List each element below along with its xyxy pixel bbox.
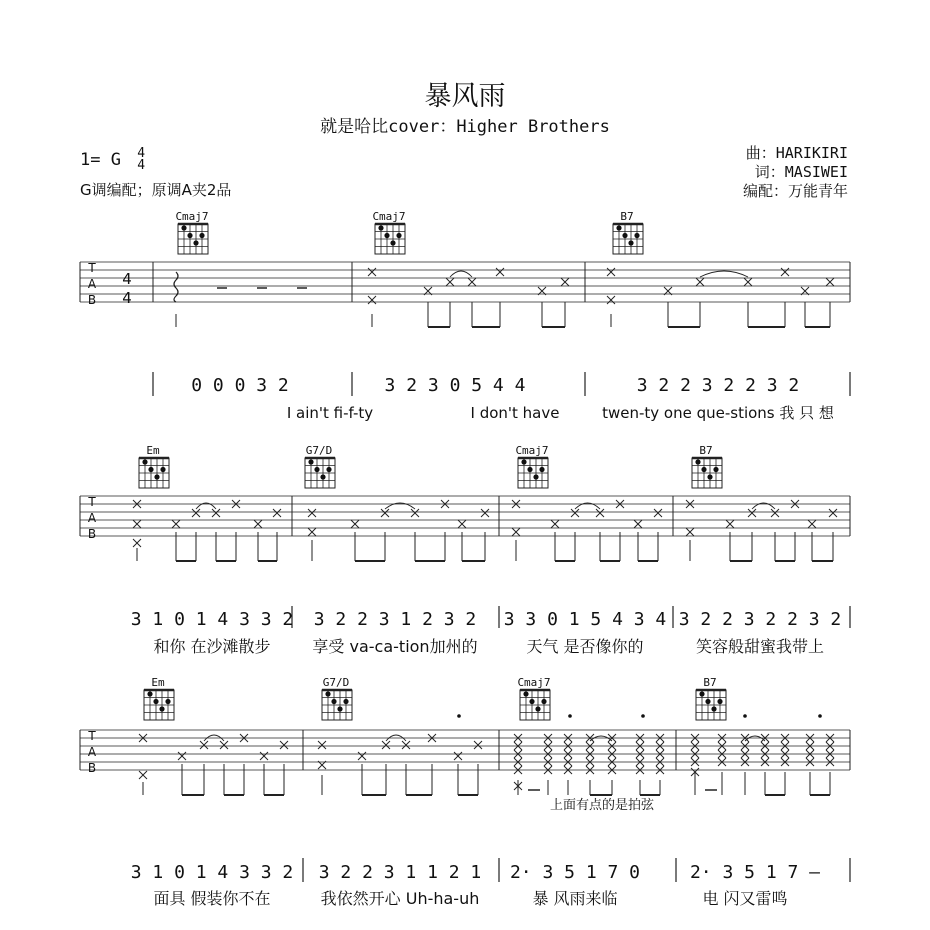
chord-name: Em bbox=[146, 444, 160, 457]
numbered-notes: 3 1 0 1 4 3 3 2 bbox=[130, 609, 294, 630]
chord-dot bbox=[159, 706, 164, 711]
chord-name: Cmaj7 bbox=[515, 444, 549, 457]
chord-dot bbox=[539, 467, 544, 472]
tab-clef-b: B bbox=[87, 527, 97, 541]
chord-dot bbox=[701, 467, 706, 472]
chord-diagram bbox=[139, 458, 169, 488]
chord-dot bbox=[616, 225, 621, 230]
chord-dot bbox=[378, 225, 383, 230]
chord-diagram bbox=[305, 458, 335, 488]
chord-dot bbox=[325, 691, 330, 696]
staccato-dot bbox=[818, 714, 822, 718]
chord-dot bbox=[193, 240, 198, 245]
lyric-line: I don't have bbox=[470, 404, 560, 422]
chord-dot bbox=[390, 240, 395, 245]
lyric-line: 笑容般甜蜜我带上 bbox=[695, 637, 825, 656]
chord-diagram bbox=[322, 690, 352, 720]
chord-dot bbox=[153, 699, 158, 704]
arpeggio-mark bbox=[174, 272, 178, 302]
chord-dot bbox=[634, 233, 639, 238]
tab-note bbox=[308, 528, 316, 536]
tab-note bbox=[200, 741, 208, 749]
song-title: 暴风雨 bbox=[424, 81, 506, 112]
tab-note bbox=[744, 278, 752, 286]
chord-name: Cmaj7 bbox=[517, 676, 551, 689]
tab-note bbox=[172, 520, 180, 528]
chord-name: B7 bbox=[620, 210, 634, 223]
tab-note bbox=[468, 278, 476, 286]
staccato-dot bbox=[743, 714, 747, 718]
chord-dot bbox=[533, 474, 538, 479]
chord-diagram bbox=[520, 690, 550, 720]
tab-note bbox=[826, 278, 834, 286]
tab-note bbox=[474, 741, 482, 749]
chord-dot bbox=[187, 233, 192, 238]
chord-dot bbox=[541, 699, 546, 704]
chord-diagram bbox=[144, 690, 174, 720]
tab-note bbox=[654, 509, 662, 517]
tab-note bbox=[212, 509, 220, 517]
tab-note bbox=[411, 509, 419, 517]
chord-dot bbox=[527, 467, 532, 472]
tab-note bbox=[273, 509, 281, 517]
tab-note bbox=[829, 509, 837, 517]
chord-name: B7 bbox=[699, 444, 713, 457]
chord-dot bbox=[707, 474, 712, 479]
tab-note bbox=[368, 296, 376, 304]
chord-dot bbox=[165, 699, 170, 704]
chord-dot bbox=[326, 467, 331, 472]
chord-name: Cmaj7 bbox=[175, 210, 209, 223]
tab-note bbox=[381, 509, 389, 517]
chord-name: G7/D bbox=[322, 676, 350, 689]
lyric-line: twen-ty one que-stions 我 只 想 bbox=[602, 404, 834, 422]
chord-name: Cmaj7 bbox=[372, 210, 406, 223]
numbered-notes: 2· 3 5 1 7 0 bbox=[509, 862, 641, 883]
strum-annotation: 上面有点的是拍弦 bbox=[549, 798, 655, 813]
chord-dot bbox=[199, 233, 204, 238]
numbered-notes: 3 2 2 3 1 1 2 1 bbox=[318, 862, 482, 883]
tab-note bbox=[634, 520, 642, 528]
lyric-line: 享受 va-ca-tion加州的 bbox=[312, 637, 478, 656]
chord-dot bbox=[711, 706, 716, 711]
numbered-notes: 3 1 0 1 4 3 3 2 bbox=[130, 862, 294, 883]
numbered-notes: 3 2 2 3 2 2 3 2 bbox=[678, 609, 842, 630]
tab-note bbox=[551, 520, 559, 528]
tab-clef-a: A bbox=[87, 745, 97, 759]
lyric-line: 天气 是否像你的 bbox=[526, 637, 644, 656]
chord-diagram bbox=[178, 224, 208, 254]
time-sig-bottom: 4 bbox=[137, 158, 146, 173]
tab-note bbox=[781, 268, 789, 276]
chord-dot bbox=[181, 225, 186, 230]
tab-note bbox=[382, 741, 390, 749]
chord-dot bbox=[535, 706, 540, 711]
tie-arc bbox=[745, 736, 765, 741]
staccato-dot bbox=[457, 714, 461, 718]
chord-dot bbox=[148, 467, 153, 472]
tab-note bbox=[368, 268, 376, 276]
chord-dot bbox=[521, 459, 526, 464]
tab-note bbox=[139, 771, 147, 779]
tab-clef-b: B bbox=[87, 761, 97, 775]
chord-diagram bbox=[613, 224, 643, 254]
tab-note bbox=[496, 268, 504, 276]
chord-dot bbox=[628, 240, 633, 245]
chord-diagram bbox=[375, 224, 405, 254]
tab-note bbox=[133, 520, 141, 528]
chord-dot bbox=[529, 699, 534, 704]
tie-arc bbox=[450, 271, 472, 277]
tab-clef-t: T bbox=[88, 261, 96, 275]
chord-dot bbox=[160, 467, 165, 472]
tab-note bbox=[808, 520, 816, 528]
chord-dot bbox=[147, 691, 152, 696]
tab-note bbox=[696, 278, 704, 286]
numbered-notes: 3 2 2 3 2 2 3 2 bbox=[636, 375, 800, 396]
tab-note bbox=[726, 520, 734, 528]
chord-dot bbox=[396, 233, 401, 238]
chord-dot bbox=[699, 691, 704, 696]
chord-name: B7 bbox=[703, 676, 717, 689]
tab-clef-b: B bbox=[87, 293, 97, 307]
chord-diagram bbox=[518, 458, 548, 488]
tab-note bbox=[260, 752, 268, 760]
tab-note bbox=[220, 741, 228, 749]
chord-dot bbox=[713, 467, 718, 472]
tab-note bbox=[351, 520, 359, 528]
numbered-notes: 3 3 0 1 5 4 3 4 bbox=[503, 609, 667, 630]
lyricist-credit: 词：MASIWEI bbox=[754, 163, 848, 181]
tab-note bbox=[748, 509, 756, 517]
chord-dot bbox=[705, 699, 710, 704]
chord-dot bbox=[154, 474, 159, 479]
chord-dot bbox=[523, 691, 528, 696]
tab-note bbox=[512, 528, 520, 536]
chord-dot bbox=[142, 459, 147, 464]
chord-dot bbox=[337, 706, 342, 711]
tie-arc bbox=[700, 271, 748, 277]
tab-clef-a: A bbox=[87, 277, 97, 291]
chord-dot bbox=[695, 459, 700, 464]
tab-note bbox=[686, 528, 694, 536]
chord-diagram bbox=[696, 690, 726, 720]
composer-credit: 曲：HARIKIRI bbox=[745, 144, 848, 162]
tab-note bbox=[458, 520, 466, 528]
numbered-notes: 3 2 2 3 1 2 3 2 bbox=[313, 609, 477, 630]
tab-note bbox=[318, 741, 326, 749]
lyric-line: 和你 在沙滩散步 bbox=[153, 637, 271, 656]
lyric-line: 暴 风雨来临 bbox=[532, 889, 618, 908]
chord-diagram bbox=[692, 458, 722, 488]
song-subtitle: 就是哈比cover：Higher Brothers bbox=[320, 117, 610, 137]
tab-note bbox=[280, 741, 288, 749]
tab-note bbox=[596, 509, 604, 517]
tab-note bbox=[607, 296, 615, 304]
staccato-dot bbox=[641, 714, 645, 718]
key-note: G调编配；原调A夹2品 bbox=[80, 181, 232, 199]
chord-dot bbox=[314, 467, 319, 472]
key-label: 1= G bbox=[80, 150, 121, 170]
chord-name: Em bbox=[151, 676, 165, 689]
tab-note bbox=[358, 752, 366, 760]
tab-note bbox=[561, 278, 569, 286]
chord-dot bbox=[622, 233, 627, 238]
lyric-line: 面具 假装你不在 bbox=[153, 889, 271, 908]
tab-clef-t: T bbox=[88, 495, 96, 509]
tab-note bbox=[771, 509, 779, 517]
tab-note bbox=[192, 509, 200, 517]
numbered-notes: 0 0 0 3 2 bbox=[191, 375, 289, 396]
chord-dot bbox=[343, 699, 348, 704]
tab-note bbox=[178, 752, 186, 760]
tab-note bbox=[454, 752, 462, 760]
chord-dot bbox=[320, 474, 325, 479]
tab-clef-a: A bbox=[87, 511, 97, 525]
lyric-line: 电 闪又雷鸣 bbox=[702, 889, 788, 908]
tab-note bbox=[446, 278, 454, 286]
time-sig-top: 4 bbox=[137, 146, 146, 161]
tab-note bbox=[571, 509, 579, 517]
lyric-line: 我依然开心 Uh-ha-uh bbox=[320, 889, 480, 908]
chord-name: G7/D bbox=[305, 444, 333, 457]
numbered-notes: 3 2 3 0 5 4 4 bbox=[384, 375, 526, 396]
lyric-line: I ain't fi-f-ty bbox=[286, 404, 374, 422]
tab-note bbox=[254, 520, 262, 528]
tab-note bbox=[308, 509, 316, 517]
time-sig-top-tab: 4 bbox=[122, 270, 132, 288]
tie-arc bbox=[590, 736, 612, 741]
tab-clef-t: T bbox=[88, 729, 96, 743]
time-sig-bottom-tab: 4 bbox=[122, 289, 132, 307]
numbered-notes: 2· 3 5 1 7 — bbox=[689, 862, 821, 883]
tab-note bbox=[607, 268, 615, 276]
arranger-credit: 编配：万能青年 bbox=[742, 182, 848, 200]
tab-note bbox=[481, 509, 489, 517]
chord-dot bbox=[308, 459, 313, 464]
staccato-dot bbox=[568, 714, 572, 718]
chord-dot bbox=[331, 699, 336, 704]
tab-note bbox=[133, 539, 141, 547]
chord-dot bbox=[384, 233, 389, 238]
chord-dot bbox=[717, 699, 722, 704]
tab-note bbox=[402, 741, 410, 749]
